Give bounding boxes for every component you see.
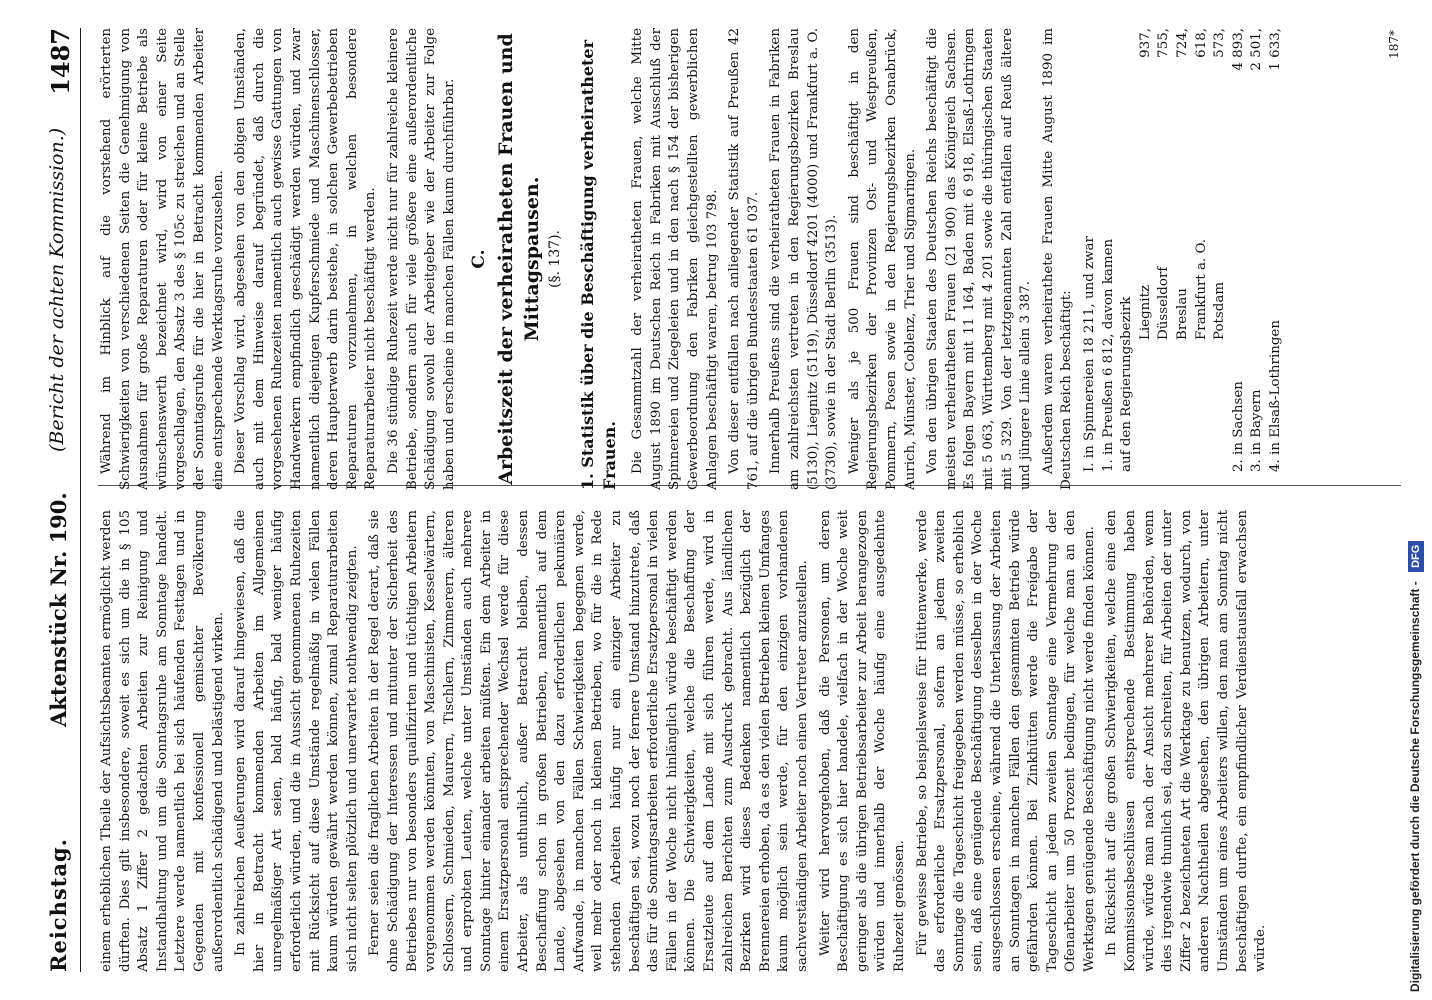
table-cell: 3. in Bayern xyxy=(1249,389,1265,472)
paragraph: Von dieser entfallen nach anliegender Statistik auf Preußen 42 761, auf die übrigen Bundesstaaten 61 037. xyxy=(727,28,761,490)
paragraph: Weniger als je 500 Frauen sind beschäftigt in den Regierungsbezirken der Provinzen Ost- und Westpreußen, Pommern, Posen sowie in den Regierungsbezirken Osnabrück, Aurich, Münster, Coblenz, Trier und Sigmaringen. xyxy=(846,28,918,490)
table-row xyxy=(1193,28,1212,490)
paragraph: Von den übrigen Staaten des Deutschen Reichs beschäftigt die meisten verheiratheten Frauen (21 900) das Königreich Sachsen. Es folgen Bayern mit 11 164, Baden mit 6 918, Elsaß-Lothringen mit 5 063, Württemberg mit 4 201 sowie die thüringischen Staaten mit 5 329. Von der letztgenannten Zahl entfallen auf Reuß ältere und jüngere Linie allein 3 387. xyxy=(925,28,1034,490)
section-letter: C. xyxy=(469,249,490,269)
table-row xyxy=(1174,28,1193,490)
paragraph: Die Gesammtzahl der verheiratheten Frauen, welche Mitte August 1890 im Deutschen Reich in Fabriken mit Ausschluß der Spinnereien und Ziegeleien und in den nach § 154 der bisherigen Gewerbeordnung den Fabriken gleichgestellten gewerblichen Anlagen beschäftigt waren, betrug 103 798. xyxy=(630,28,720,490)
table-cell: 937, xyxy=(1137,28,1153,58)
paragraph: Dieser Vorschlag wird, abgesehen von den obigen Umständen, auch mit dem Hinweise darauf begründet, daß durch die vorgesehenen Ruhezeiten namentlich auch gewisse Gattungen von Handwerkern empfindlich geschädigt werden würden, und zwar namentlich diejenigen Kupferschmiede und Maschinenschlosser, deren Haupterwerb darin bestehe, in solchen Gewerbebetrieben Reparaturen vorzunehmen, in welchen besondere Reparaturarbeiter nicht beschäftigt werden. xyxy=(233,28,379,490)
table-cell: Liegnitz xyxy=(1137,284,1153,340)
table-row xyxy=(1267,28,1286,490)
table-cell: Breslau xyxy=(1174,288,1190,340)
table-row xyxy=(1100,28,1119,490)
section-reference: (§. 137). xyxy=(547,230,564,288)
header-reichstag: Reichstag. xyxy=(46,838,71,972)
table-row xyxy=(1248,28,1267,490)
page-number: 1487 xyxy=(46,28,75,95)
spinning-statistics-table xyxy=(1081,28,1286,490)
paragraph: In Rücksicht auf die großen Schwierigkeiten, welche eine den Kommissionsbeschlüssen entsprechende Bestimmung haben würde, würde man nach der Ansicht mehrerer Behörden, wenn dies irgendwie thunlich sei, dazu schreiten, für Arbeiten der unter Ziffer 2 bezeichneten Art die Werktage zu benutzen, wodurch, von anderen Nachtheilen abgesehen, den übrigen Arbeitern, unter Umständen um eines Arbeiters willen, den man am Sonntag nicht beschäftigen durfte, ein empfindlicher Verdienstausfall erwachsen würde. xyxy=(1104,510,1269,972)
paragraph: einem erheblichen Theile der Aufsichtsbeamten ermöglicht werden dürften. Dies gilt insbesondere, soweit es sich um die in § 105 Absatz 1 Ziffer 2 gedachten Arbeiten zur Reinigung und Instandhaltung und um die Sonntagsruhe am Sonntage handelt. Letztere werde namentlich bei sich häufenden Festtagen und in Gegenden mit konfessionell gemischter Bevölkerung außerordentlich schädigend und belästigend wirken. xyxy=(99,510,226,972)
document-page xyxy=(18,0,1413,1000)
paragraph: Außerdem waren verheirathete Frauen Mitte August 1890 im Deutschen Reich beschäftigt: xyxy=(1040,28,1075,490)
paragraph: Während im Hinblick auf die vorstehend erörterten Schwierigkeiten von verschiedenen Seiten die Genehmigung von Ausnahmen für große Reparaturen oder für kleine Betriebe als wünschenswerth bezeichnet wird, wird von einer Seite vorgeschlagen, den Absatz 3 des § 105c zu streichen und an Stelle der Sonntagsruhe für die hier in Betracht kommenden Arbeiter eine entsprechende Werktagsruhe vorzusehen. xyxy=(99,28,226,490)
table-cell: Potsdam xyxy=(1212,281,1228,340)
table-row xyxy=(1155,28,1174,490)
table-cell: 4. in Elsaß-Lothringen xyxy=(1267,320,1283,472)
paragraph: In zahlreichen Aeußerungen wird darauf hingewiesen, daß die hier in Betracht kommenden Arbeiten im Allgemeinen unregelmäßiger Art seien, bald häufig, bald weniger häufig erforderlich würden, und die in Aussicht genommenen Ruhezeiten mit Rücksicht auf diese Umstände regelmäßig in vielen Fällen kaum würden gewährt werden können, zumal Reparaturarbeiten sich nicht selten plötzlich und unerwartet nothwendig zeigten. xyxy=(233,510,360,972)
table-cell: 573, xyxy=(1212,28,1228,58)
table-cell: 755, xyxy=(1156,28,1172,58)
page-header xyxy=(40,28,81,972)
footnote-signature: 187* xyxy=(1387,30,1401,59)
header-report-title: (Bericht der achten Kommission.) xyxy=(46,127,68,452)
table-cell: Düsseldorf xyxy=(1156,266,1172,340)
table-cell: auf den Regierungsbezirk xyxy=(1119,296,1135,472)
section-title: Arbeitszeit der verheiratheten Frauen und Mittagspausen. xyxy=(495,33,544,485)
dfg-logo: DFG xyxy=(1408,541,1424,572)
paragraph: Für gewisse Betriebe, so beispielsweise für Hüttenwerke, werde das erforderliche Ersatzpersonal, sofern an jedem zweiten Sonntage die Tageschicht freigegeben werden müsse, so erheblich sein, daß eine genügende Beschäftigung desselben in der Woche ausgeschlossen erscheine, während die Unterlassung der Arbeiten an Sonntagen in manchen Fällen den gesammten Betrieb würde gefährden können. Bei Zinkhütten werde die Freigabe der Tageschicht an jedem zweiten Sonntage eine Vermehrung der Ofenarbeiter um 50 Prozent bedingen, für welche man an den Werktagen genügende Beschäftigung nicht werde finden können. xyxy=(914,510,1097,972)
table-row xyxy=(1118,28,1137,490)
left-column xyxy=(98,510,1401,972)
table-cell: 1 633, xyxy=(1267,28,1283,71)
header-document-number: Aktenstück Nr. 190. xyxy=(46,492,71,727)
subsection-title: 1. Statistik über die Beschäftigung verheiratheter Frauen. xyxy=(578,39,620,490)
right-column xyxy=(98,28,1401,490)
digitization-note: Digitalisierung gefördert durch die Deutsche Forschungsgemeinschaft - xyxy=(1408,581,1422,992)
table-cell: Frankfurt a. O. xyxy=(1193,239,1209,340)
text-columns xyxy=(98,28,1401,972)
table-cell: 2. in Sachsen xyxy=(1230,381,1246,472)
table-cell: 4 893, xyxy=(1230,28,1246,71)
paragraph: Weiter wird hervorgehoben, daß die Personen, um deren Beschäftigung es sich hier handele, vielfach in der Woche weit geringer als die übrigen Betriebsarbeiter zur Arbeit herangezogen würden und innerhalb der Woche häufig eine ausgedehnte Ruhezeit genössen. xyxy=(817,510,907,972)
paragraph: Die 36 stündige Ruhezeit werde nicht nur für zahlreiche kleinere Betriebe, sondern auch für viele größere eine außerordentliche Schädigung sowohl der Arbeitgeber wie der Arbeiter zur Folge haben und erscheine in manchen Fällen kaum durchführbar. xyxy=(385,28,457,490)
paragraph: Innerhalb Preußens sind die verheiratheten Frauen in Fabriken am zahlreichsten vertreten in den Regierungsbezirken Breslau (5130), Liegnitz (5119), Düsseldorf 4201 (4000) und Frankfurt a. O. (3730), sowie in der Stadt Berlin (3513). xyxy=(768,28,840,490)
digitization-credit xyxy=(1402,0,1428,1000)
table-cell: 1. in Preußen 6 812, davon kamen xyxy=(1100,238,1116,472)
table-cell: I. in Spinnereien 18 211, und zwar xyxy=(1081,236,1097,472)
table-row xyxy=(1230,28,1249,490)
table-row xyxy=(1137,28,1156,490)
table-cell: 724, xyxy=(1174,28,1190,58)
table-cell: 618, xyxy=(1193,28,1209,58)
table-cell: 2 501, xyxy=(1249,28,1265,71)
table-row xyxy=(1211,28,1230,490)
paragraph: Ferner seien die fraglichen Arbeiten in der Regel derart, daß sie ohne Schädigung der Interessen und mitunter der Sicherheit des Betriebes nur von besonders qualifizirten und tüchtigen Arbeitern vorgenommen werden könnten, von Maschinisten, Kesselwärtern, Schlossern, Schmieden, Maurern, Tischlern, Zimmerern, älteren und erprobten Leuten, welche unter Umständen auch mehrere Sonntage hinter einander arbeiten müßten. Ein dem Arbeiter in einem Ersatzpersonal entsprechender Wechsel werde für diese Arbeiter, als unthunlich, außer Betracht bleiben, dessen Beschaffung schon in großen Betrieben, namentlich auf dem Lande, abgesehen von den dazu erforderlichen pekuniären Aufwande, in manchen Fällen Schwierigkeiten begegnen werde, weil mehr oder noch in kleinen Betrieben, wo für die in Rede stehenden Arbeiten häufig nur ein einziger Arbeiter zu beschäftigen sei, wozu noch der fernere Umstand hinzutrete, daß das für die Sonntagsarbeiten erforderliche Ersatzpersonal in vielen Fällen in der Woche nicht hinlänglich würde beschäftigt werden können. Die Schwierigkeiten, welche die Beschaffung der Ersatzleute auf dem Lande mit sich führen werde, wird in zahlreichen Berichten zum Ausdruck gebracht. Aus ländlichen Bezirken wird dieses Bedenken namentlich bezüglich der Brennereien erhoben, da es den vielen Betrieben kleinen Umfanges kaum möglich sein werde, für den einzigen vorhandenen sachverständigen Arbeiter noch einen Vertreter anzustellen. xyxy=(367,510,810,972)
table-row xyxy=(1081,28,1100,490)
